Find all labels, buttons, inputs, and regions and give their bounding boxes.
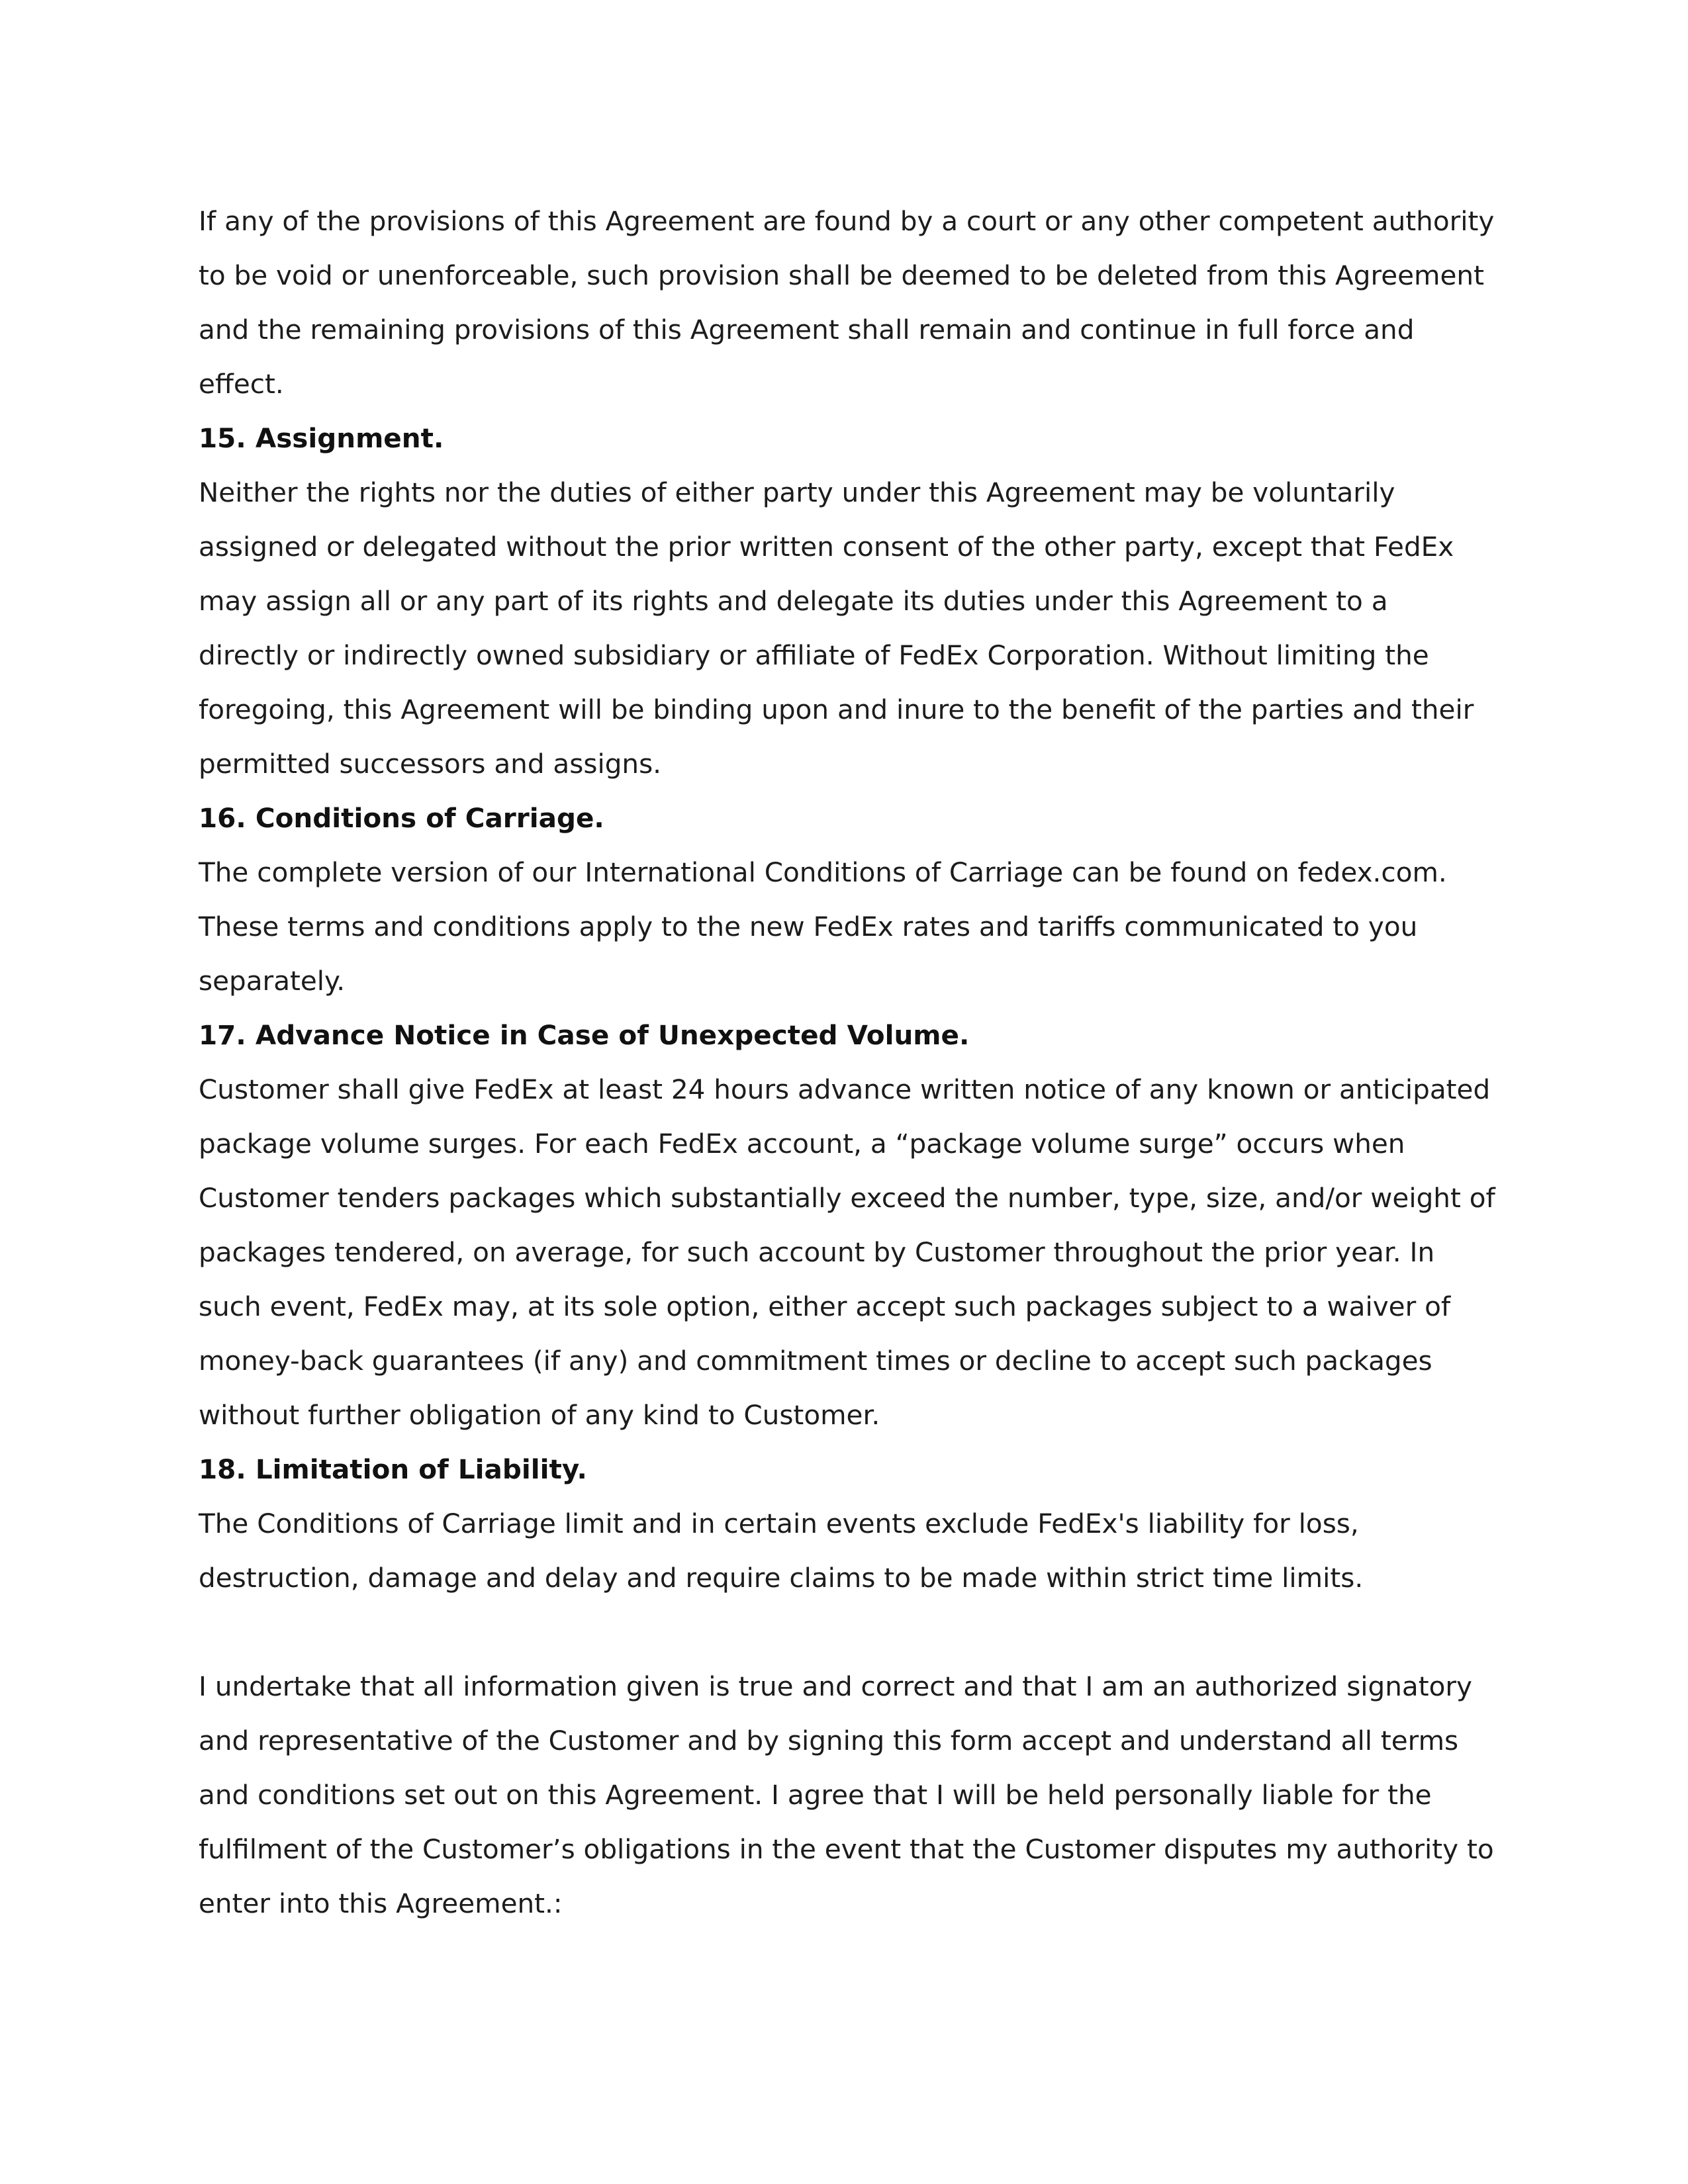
section-18-body: The Conditions of Carriage limit and in certain events exclude FedEx's liability for loss, destruction, damage and delay and require claims to be made within strict time limits. (199, 1508, 1364, 1594)
section-17-body: Customer shall give FedEx at least 24 hours advance written notice of any known or anticipated package volume surges. For each FedEx account, a “package volume surge” occurs when Customer tenders packages which substantially exceed the number, type, size, and/or weight of packages tendered, on average, for such account by Customer throughout the prior year. In such event, FedEx may, at its sole option, either accept such packages subject to a waiver of money-back guarantees (if any) and commitment times or decline to accept such packages without further obligation of any kind to Customer. (199, 1073, 1495, 1431)
section-15-heading: 15. Assignment. (199, 422, 444, 454)
paragraph-spacer (199, 1605, 1496, 1659)
severability-paragraph: If any of the provisions of this Agreement are found by a court or any other competent authority to be void or unenforceable, such provision shall be deemed to be deleted from this Agreement and the remaining provisions of this Agreement shall remain and continue in full force and effect. (199, 205, 1495, 400)
section-16-heading: 16. Conditions of Carriage. (199, 802, 604, 834)
section-18-heading: 18. Limitation of Liability. (199, 1453, 587, 1485)
section-17-heading: 17. Advance Notice in Case of Unexpected Volume. (199, 1019, 970, 1051)
section-15-body: Neither the rights nor the duties of either party under this Agreement may be voluntarily assigned or delegated without the prior written consent of the other party, except that FedEx may assign all or any part of its rights and delegate its duties under this Agreement to a directly or indirectly owned subsidiary or affiliate of FedEx Corporation. Without limiting the foregoing, this Agreement will be binding upon and inure to the benefit of the parties and their permitted successors and assigns. (199, 477, 1474, 780)
signatory-declaration: I undertake that all information given is true and correct and that I am an authorized signatory and representative of the Customer and by signing this form accept and understand all terms and conditions set out on this Agreement. I agree that I will be held personally liable for the fulfilment of the Customer’s obligations in the event that the Customer disputes my authority to enter into this Agreement.: (199, 1670, 1494, 1919)
document-page (199, 194, 1496, 1931)
section-16-body: The complete version of our International Conditions of Carriage can be found on fedex.com. These terms and conditions apply to the new FedEx rates and tariffs communicated to you separately. (199, 856, 1447, 997)
